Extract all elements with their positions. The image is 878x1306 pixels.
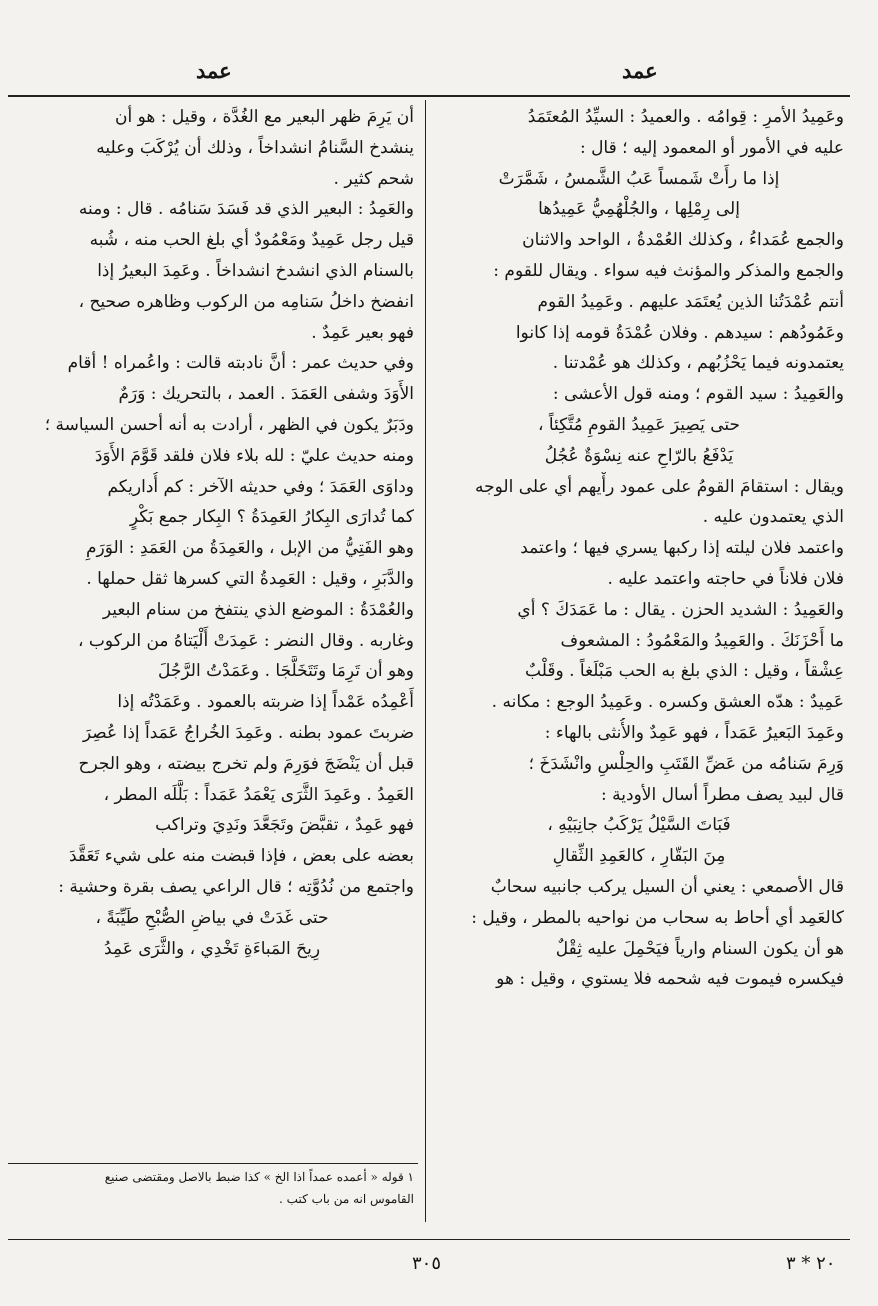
text-line: وهو أن تَرِمَا وتَتَخَلَّجَا . وعَمَدْتُ الرَّجُلَ — [158, 661, 414, 682]
text-line: عِشْقاً ، وقيل : الذي بلغ به الحب مَبْلَغاً . وقَلْبٌ — [525, 661, 844, 682]
text-line: مِنَ البَقّارِ ، كالعَمِدِ الثِّقالِ — [552, 846, 726, 867]
bottom-rule — [8, 1239, 850, 1240]
text-line: رِيحَ المَباءَةِ تَخْدِي ، والثَّرَى عَمِدُ — [103, 938, 321, 959]
text-line: حتى يَصِيرَ عَمِيدُ القومِ مُتَّكِئاً ، — [537, 414, 741, 435]
text-line: وداوَى العَمَدَ ؛ وفي حديثه الآخر : كم أُداريكم — [107, 476, 414, 497]
text-line: أَعْمِدُه عَمْداً إذا ضربته بالعمود . وعَمَدْتُه إذا — [117, 692, 414, 713]
text-line: عَمِيدٌ : هدّه العشق وكسره . وعَمِيدُ الوجع : مكانه . — [491, 692, 844, 713]
text-line: أن يَرِمَ ظهر البعير مع الغُدَّة ، وقيل : هو أن — [115, 107, 414, 127]
headword-right: عمد — [622, 58, 658, 83]
text-line: والعَمِيدُ : سيد القوم ؛ ومنه قول الأعشى : — [552, 384, 844, 405]
text-line: شحم كثير . — [333, 168, 414, 189]
text-line: عليه في الأمور أو المعمود إليه ؛ قال : — [579, 137, 844, 158]
text-line: والدَّبَرِ ، وقيل : العَمِدةُ التي كسرها ثقل حملها . — [86, 568, 414, 589]
page-number: ٣٠٥ — [412, 1253, 442, 1274]
text-line: وعَمُودُهم : سيدهم . وفلان عُمْدَةُ قومه إذا كانوا — [515, 322, 844, 343]
text-line: فَبَاتَ السَّيْلُ يَرْكَبُ جانِبَيْهِ ، — [547, 815, 731, 836]
text-line: وعَمِيدُ الأمرِ : قِوامُه . والعميدُ : السيِّدُ المُعتَمَدُ — [527, 107, 844, 127]
text-line: واعتمد فلان ليلته إذا ركبها يسري فيها ؛ واعتمد — [520, 538, 844, 559]
right-column — [434, 102, 844, 995]
text-line: بعضه على بعض ، فإذا قبضت منه على شيء تَعَقَّدَ — [68, 846, 414, 867]
text-line: انفضخ داخلُ سَنامِه من الركوب وظاهره صحيح ، — [78, 291, 414, 312]
text-line: أنتم عُمْدَتُنا الذين يُعتَمَد عليهم . وعَمِيدُ القوم — [537, 291, 844, 312]
text-line: وعَمِدَ البَعيرُ عَمَداً ، فهو عَمِدٌ والأُنثى بالهاء : — [544, 722, 844, 743]
text-line: ما أَحْزَنَكَ . والعَمِيدُ والمَعْمُودُ : المشعوف — [560, 630, 844, 651]
footnote-line: القاموس انه من باب كتب . — [279, 1192, 414, 1206]
text-line: هو أن يكون السنام وارياً فيَحْمِلَ عليه ثِقْلٌ — [555, 938, 844, 959]
text-line: كالعَمِد أي أحاط به سحاب من نواحيه بالمطر ، وقيل : — [471, 907, 844, 928]
text-line: وفي حديث عمر : أنَّ نادبته قالت : واعُمراه ! أقام — [67, 353, 414, 374]
text-line: فهو عَمِدٌ ، تقبَّضَ وتَجَعَّدَ ونَدِيَ وتراكب — [155, 815, 414, 836]
text-line: وغاربه . وقال النضر : عَمِدَتْ أَلْيَتاهُ من الركوب ، — [78, 630, 414, 651]
top-rule — [8, 95, 850, 97]
text-line: ومنه حديث عليّ : لله بلاء فلان فلقد قَوَّمَ الأَوَدَ — [94, 445, 414, 466]
text-line: الذي يعتمدون عليه . — [702, 507, 844, 528]
footnote-line: ١ قوله « أعمده عمداً اذا الخ » كذا ضبط بالاصل ومقتضى صنيع — [104, 1170, 414, 1184]
text-line: يعتمدونه فيما يَحْزُبُهم ، وكذلك هو عُمْدتنا . — [552, 353, 844, 374]
text-line: ينشدخ السَّنامُ انشداخاً ، وذلك أن يُرْكَبَ وعليه — [96, 137, 414, 158]
text-line: والعَمِيدُ : الشديد الحزن . يقال : ما عَمَدَكَ ؟ أي — [517, 599, 844, 620]
text-line: كما تُدارَى البِكارُ العَمِدَةُ ؟ البِكار جمع بَكْرٍ — [129, 507, 414, 528]
text-line: ودَبَرٌ يكون في الظهر ، أرادت به أنه أحسن السياسة ؛ — [44, 414, 414, 435]
text-line: ويقال : استقامَ القومُ على عمود رأْيهم أي على الوجه — [474, 476, 844, 497]
text-line: بالسنام الذي انشدخ انشداخاً . وعَمِدَ البعيرُ إذا — [97, 260, 414, 281]
text-line: العَمِدُ . وعَمِدَ الثَّرَى يَعْمَدُ عَمَداً : بَلَّلَه المطر ، — [103, 784, 414, 805]
text-line: فهو بعير عَمِدٌ . — [311, 322, 414, 343]
footnote-rule — [8, 1163, 418, 1164]
sheet-mark: ٢٠ * ٣ — [786, 1253, 836, 1274]
text-line: واجتمع من نُدُوَّتِه ؛ قال الراعي يصف بقرة وحشية : — [58, 876, 414, 897]
text-line: قيل رجل عَمِيدٌ ومَعْمُودٌ أي بلغ الحب منه ، شُبه — [89, 230, 414, 251]
text-line: الأَوَدَ وشفى العَمَدَ . العمد ، بالتحريك : وَرَمٌ — [118, 384, 414, 405]
footnote — [10, 1166, 414, 1210]
column-divider — [425, 100, 426, 1222]
text-line: وهو الفَتِيُّ من الإبل ، والعَمِدَةُ من العَمَدِ : الوَرَمِ — [86, 538, 414, 559]
text-line: والعَمِدُ : البعير الذي قد فَسَدَ سَنامُه . قال : ومنه — [78, 199, 414, 220]
text-line: والجمع والمذكر والمؤنث فيه سواء . ويقال للقوم : — [493, 260, 844, 281]
text-line: قبل أن يَنْضَجَ فوَرِمَ ولم تخرج بيضته ، وهو الجرح — [78, 753, 414, 774]
text-line: وَرِمَ سَنامُه من عَضِّ القَتَبِ والحِلْسِ وانْشَدَخَ ؛ — [528, 753, 844, 774]
text-line: يَدْفَعُ بالرّاحِ عنه نِسْوَةٌ عُجُلُ — [544, 445, 734, 466]
text-line: فلان فلاناً في حاجته واعتمد عليه . — [607, 568, 844, 589]
text-line: والعُمْدَةُ : الموضع الذي ينتفخ من سنام البعير — [102, 599, 414, 620]
text-line: إلى رِمْلِها ، والجُلْهُمِيُّ عَمِيدُها — [538, 199, 740, 220]
text-line: إذا ما رأَتْ شَمساً عَبُ الشَّمسُ ، شَمَّرَتْ — [498, 168, 780, 189]
headword-left: عمد — [196, 58, 232, 83]
text-line: قال الأصمعي : يعني أن السيل يركب جانبيه سحابٌ — [490, 876, 844, 897]
text-line: فيكسره فيموت فيه شحمه فلا يستوي ، وقيل : هو — [496, 969, 844, 990]
text-line: قال لبيد يصف مطراً أسال الأودية : — [601, 784, 844, 805]
text-line: ضربتَ عمود بطنه . وعَمِدَ الخُراجُ عَمَداً إذا عُصِرَ — [82, 722, 414, 743]
text-line: حتى غَدَتْ في بياضِ الصُّبْحِ طَيِّبَةً ، — [95, 907, 329, 928]
text-line: والجمع عُمَداءُ ، وكذلك العُمْدةُ ، الواحد والاثنان — [522, 230, 844, 251]
left-column — [10, 102, 414, 964]
